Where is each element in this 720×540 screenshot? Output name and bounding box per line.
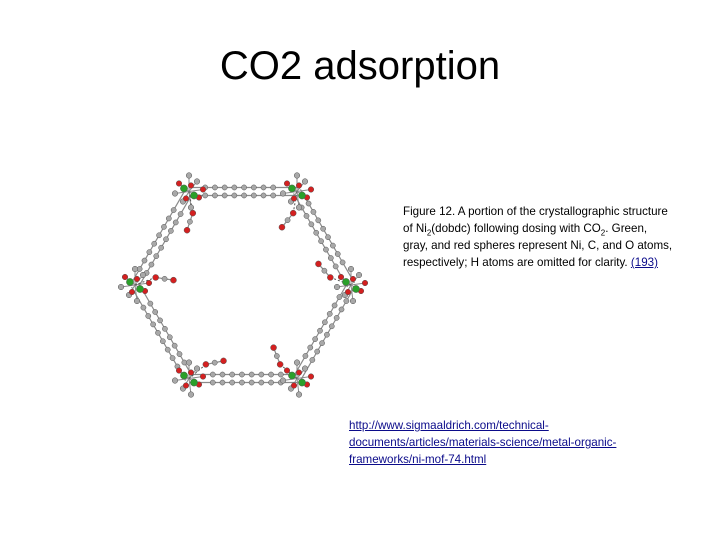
carbon-atom [141, 305, 146, 310]
carbon-atom [155, 330, 160, 335]
carbon-atom [302, 366, 308, 372]
carbon-atom [162, 326, 167, 331]
carbon-atom [171, 207, 176, 212]
carbon-atom [310, 357, 315, 362]
oxygen-atom [200, 374, 206, 380]
co2-carbon-atom [322, 268, 327, 273]
co2-oxygen-atom [290, 210, 296, 216]
co2-oxygen-atom [190, 210, 196, 216]
carbon-atom [212, 185, 217, 190]
framework-atoms [118, 173, 368, 398]
carbon-atom [186, 173, 192, 179]
carbon-atom [323, 247, 328, 252]
co2-oxygen-atom [203, 361, 209, 367]
carbon-atom [212, 193, 217, 198]
co2-carbon-atom [212, 360, 217, 365]
oxygen-atom [308, 187, 314, 193]
nickel-atom [190, 192, 197, 199]
carbon-atom [268, 380, 273, 385]
carbon-atom [241, 185, 246, 190]
carbon-atom [186, 360, 192, 366]
carbon-atom [188, 205, 194, 211]
oxygen-atom [183, 383, 189, 389]
carbon-atom [166, 216, 171, 221]
carbon-atom [140, 272, 146, 278]
nickel-atom [288, 185, 295, 192]
carbon-atom [271, 185, 276, 190]
carbon-atom [232, 185, 237, 190]
co2-carbon-atom [285, 218, 290, 223]
carbon-atom [160, 339, 165, 344]
co2-oxygen-atom [277, 361, 283, 367]
nickel-atom [190, 379, 197, 386]
carbon-atom [315, 349, 320, 354]
carbon-atom [280, 378, 286, 384]
caption-subscript-2: 2 [600, 228, 606, 238]
carbon-atom [132, 266, 138, 272]
carbon-atom [304, 213, 309, 218]
carbon-atom [303, 353, 308, 358]
carbon-atom [161, 224, 166, 229]
carbon-atom [165, 347, 170, 352]
co2-oxygen-atom [153, 274, 159, 280]
nickel-atom [126, 278, 133, 285]
carbon-atom [339, 307, 344, 312]
carbon-atom [210, 380, 215, 385]
carbon-atom [222, 185, 227, 190]
carbon-atom [194, 366, 200, 372]
carbon-atom [241, 193, 246, 198]
carbon-atom [271, 193, 276, 198]
oxygen-atom [308, 374, 314, 380]
carbon-atom [294, 173, 300, 179]
carbon-atom [151, 322, 156, 327]
carbon-atom [296, 205, 302, 211]
carbon-atom [239, 380, 244, 385]
carbon-atom [350, 298, 356, 304]
co2-carbon-atom [187, 219, 192, 224]
co2-oxygen-atom [315, 261, 321, 267]
crystal-structure-image [118, 152, 368, 418]
oxygen-atom [146, 280, 152, 286]
carbon-atom [335, 251, 340, 256]
oxygen-atom [362, 280, 368, 286]
oxygen-atom [296, 370, 302, 376]
co2-oxygen-atom [279, 224, 285, 230]
carbon-atom [278, 372, 283, 377]
oxygen-atom [188, 183, 194, 189]
carbon-atom [325, 235, 330, 240]
oxygen-atom [284, 368, 290, 374]
carbon-atom [178, 211, 183, 216]
carbon-atom [177, 351, 182, 356]
co2-oxygen-atom [184, 227, 190, 233]
carbon-atom [239, 372, 244, 377]
framework-bonds [121, 175, 365, 394]
co2-oxygen-atom [327, 274, 333, 280]
carbon-atom [327, 311, 332, 316]
nickel-atom [342, 278, 349, 285]
carbon-atom [220, 372, 225, 377]
carbon-atom [302, 179, 308, 185]
nickel-atom [136, 285, 143, 292]
oxygen-atom [122, 274, 128, 280]
carbon-atom [318, 239, 323, 244]
carbon-atom [296, 392, 302, 398]
carbon-atom [340, 260, 345, 265]
carbon-atom [356, 272, 362, 278]
reference-link[interactable]: (193) [630, 256, 658, 269]
co2-oxygen-atom [271, 345, 277, 351]
carbon-atom [148, 301, 153, 306]
carbon-atom [232, 193, 237, 198]
carbon-atom [157, 318, 162, 323]
carbon-atom [259, 372, 264, 377]
carbon-atom [321, 226, 326, 231]
carbon-atom [134, 298, 140, 304]
carbon-atom [344, 298, 349, 303]
oxygen-atom [296, 183, 302, 189]
oxygen-atom [183, 196, 189, 202]
carbon-atom [172, 191, 178, 197]
carbon-atom [280, 191, 286, 197]
figure-caption [403, 203, 675, 271]
oxygen-atom [176, 368, 182, 374]
carbon-atom [230, 372, 235, 377]
carbon-atom [328, 255, 333, 260]
source-url-block [349, 417, 679, 468]
carbon-atom [261, 185, 266, 190]
carbon-atom [249, 380, 254, 385]
carbon-atom [147, 250, 152, 255]
carbon-atom [334, 315, 339, 320]
carbon-atom [333, 264, 338, 269]
carbon-atom [311, 209, 316, 214]
carbon-atom [163, 237, 168, 242]
carbon-atom [172, 378, 178, 384]
carbon-atom [314, 230, 319, 235]
oxygen-atom [338, 274, 344, 280]
oxygen-atom [284, 181, 290, 187]
oxygen-atom [129, 289, 135, 295]
nickel-atom [352, 285, 359, 292]
carbon-atom [309, 222, 314, 227]
co2-oxygen-atom [170, 277, 176, 283]
carbon-atom [313, 337, 318, 342]
oxygen-atom [176, 181, 182, 187]
carbon-atom [170, 355, 175, 360]
caption-text-3: . Green, gray, and red spheres represent Ni, C, and O atoms, respectively; H atoms are omitted for clarity. [403, 222, 673, 269]
carbon-atom [153, 309, 158, 314]
caption-subscript-1: 2 [426, 228, 432, 238]
carbon-atom [230, 380, 235, 385]
carbon-atom [154, 254, 159, 259]
oxygen-atom [291, 196, 297, 202]
oxygen-atom [134, 276, 140, 282]
carbon-atom [324, 332, 329, 337]
carbon-atom [306, 201, 311, 206]
carbon-atom [168, 228, 173, 233]
carbon-atom [173, 220, 178, 225]
co2-carbon-atom [274, 353, 279, 358]
oxygen-atom [291, 383, 297, 389]
carbon-atom [203, 193, 208, 198]
oxygen-atom [200, 187, 206, 193]
nickel-atom [180, 185, 187, 192]
nickel-atom [298, 192, 305, 199]
oxygen-atom [188, 370, 194, 376]
carbon-atom [220, 380, 225, 385]
carbon-atom [118, 284, 124, 290]
carbon-atom [259, 380, 264, 385]
carbon-atom [322, 320, 327, 325]
carbon-atom [319, 341, 324, 346]
carbon-atom [152, 241, 157, 246]
carbon-atom [268, 372, 273, 377]
carbon-atom [172, 343, 177, 348]
carbon-atom [251, 185, 256, 190]
carbon-atom [294, 360, 300, 366]
oxygen-atom [345, 289, 351, 295]
carbon-atom [251, 193, 256, 198]
nickel-atom [298, 379, 305, 386]
source-url-link[interactable]: http://www.sigmaaldrich.com/technical-documents/articles/materials-science/metal-organic-frameworks/ni-mof-74.html [349, 419, 617, 466]
co2-carbon-atom [162, 276, 167, 281]
caption-text-2: (dobdc) following dosing with CO [431, 222, 601, 235]
slide-title: CO2 adsorption [219, 44, 501, 88]
carbon-atom [249, 372, 254, 377]
carbon-atom [142, 258, 147, 263]
carbon-atom [146, 313, 151, 318]
co2-oxygen-atom [221, 358, 227, 364]
nickel-atom [288, 372, 295, 379]
carbon-atom [330, 243, 335, 248]
carbon-atom [334, 284, 340, 290]
carbon-atom [317, 328, 322, 333]
carbon-atom [167, 335, 172, 340]
carbon-atom [261, 193, 266, 198]
nickel-atom [180, 372, 187, 379]
carbon-atom [316, 218, 321, 223]
carbon-atom [210, 372, 215, 377]
carbon-atom [337, 294, 342, 299]
carbon-atom [188, 392, 194, 398]
carbon-atom [194, 179, 200, 185]
carbon-atom [329, 324, 334, 329]
carbon-atom [149, 262, 154, 267]
carbon-atom [156, 233, 161, 238]
carbon-atom [308, 345, 313, 350]
oxygen-atom [350, 276, 356, 282]
carbon-atom [348, 266, 354, 272]
carbon-atom [332, 303, 337, 308]
carbon-atom [222, 193, 227, 198]
caption-text-1: Figure 12. A portion of the crystallographic structure of Ni [403, 205, 668, 235]
carbon-atom [159, 245, 164, 250]
